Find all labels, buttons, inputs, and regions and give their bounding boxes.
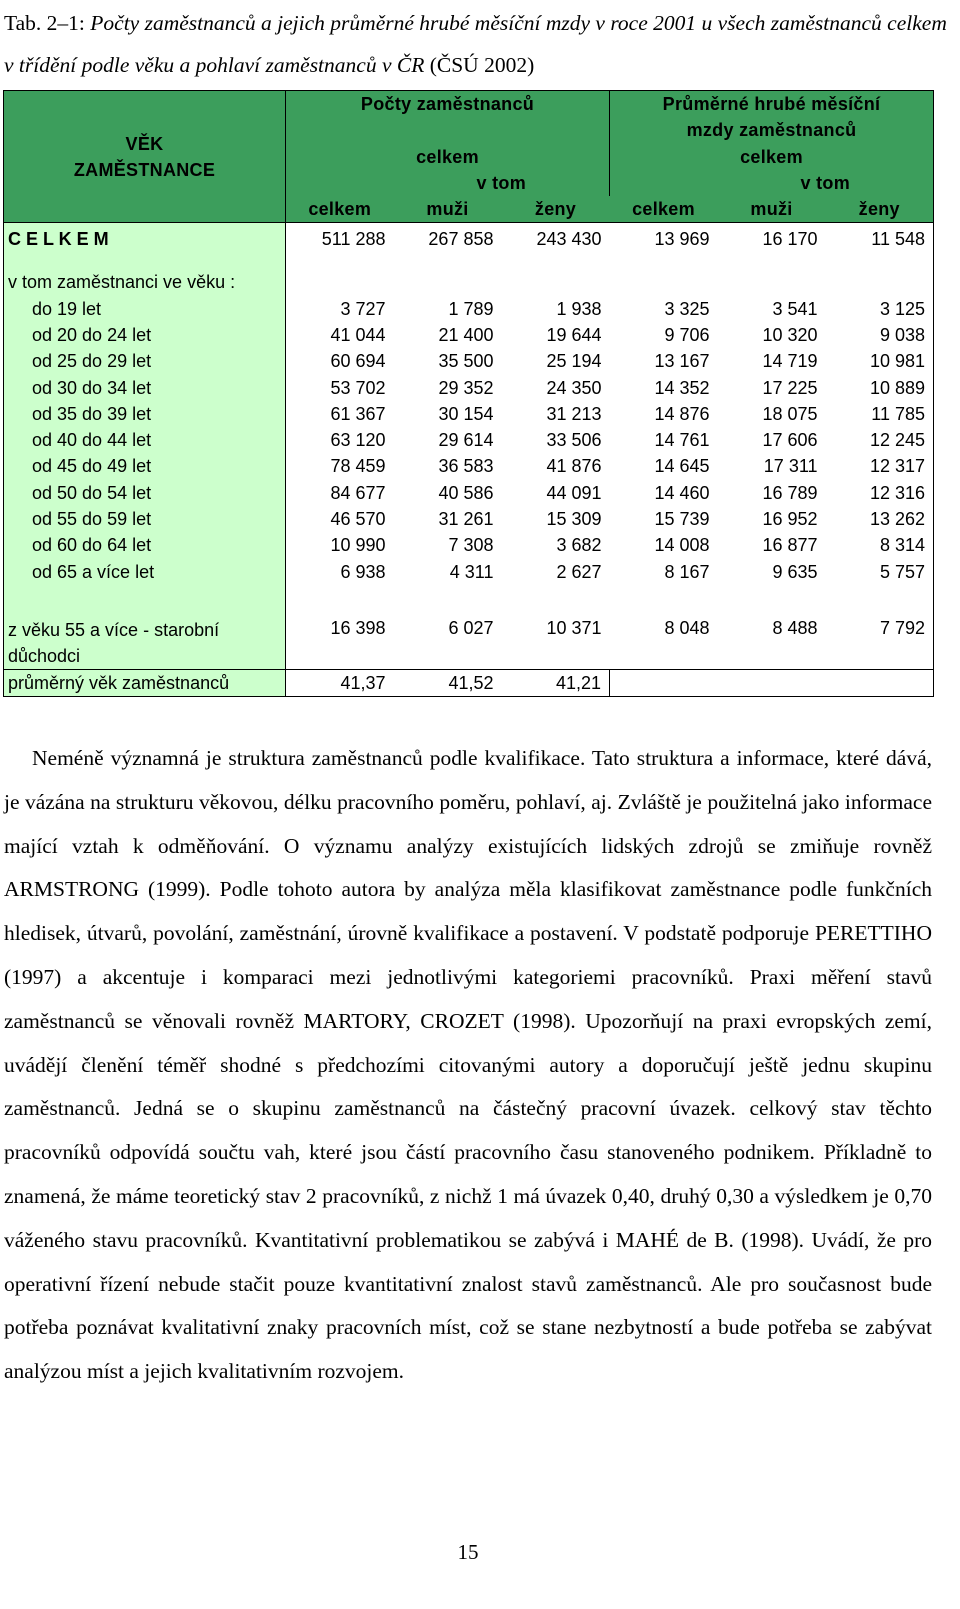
total-value: 243 430 bbox=[536, 229, 602, 250]
row-value: 29 352 bbox=[438, 377, 494, 398]
row-value: 33 506 bbox=[546, 430, 602, 451]
row-value: 13 262 bbox=[826, 506, 934, 532]
table-row bbox=[4, 480, 934, 506]
row-value: 19 644 bbox=[546, 324, 602, 345]
row-value: 44 091 bbox=[546, 482, 602, 503]
row-value: 5 757 bbox=[826, 558, 934, 584]
total-value: 13 969 bbox=[654, 229, 710, 250]
retired-value: 10 371 bbox=[546, 618, 602, 639]
header-row-1 bbox=[4, 91, 934, 118]
caption-prefix: Tab. 2–1: bbox=[4, 11, 85, 35]
row-value: 14 460 bbox=[654, 482, 710, 503]
row-value: 18 075 bbox=[762, 403, 818, 424]
row-value: 12 316 bbox=[826, 480, 934, 506]
row-value: 10 990 bbox=[330, 535, 386, 556]
of-which-header-1: v tom bbox=[394, 170, 610, 196]
spacer-row bbox=[4, 585, 934, 611]
retired-value: 8 488 bbox=[772, 618, 818, 639]
row-value: 17 606 bbox=[762, 430, 818, 451]
employees-table bbox=[3, 90, 934, 697]
row-value: 3 541 bbox=[772, 298, 818, 319]
row-value: 3 325 bbox=[664, 298, 710, 319]
col-women-1: ženy bbox=[502, 196, 610, 223]
retired-value: 16 398 bbox=[330, 618, 386, 639]
col-men-2: muži bbox=[718, 196, 826, 223]
row-value: 3 682 bbox=[556, 535, 602, 556]
retired-row bbox=[4, 611, 934, 670]
avg-age-value: 41,37 bbox=[286, 670, 394, 697]
table-row bbox=[4, 532, 934, 558]
col-men-1: muži bbox=[394, 196, 502, 223]
row-value: 9 038 bbox=[826, 322, 934, 348]
row-value: 30 154 bbox=[438, 403, 494, 424]
table-row bbox=[4, 558, 934, 584]
row-value: 3 125 bbox=[826, 295, 934, 321]
row-value: 24 350 bbox=[546, 377, 602, 398]
age-rows bbox=[4, 295, 934, 611]
row-value: 3 727 bbox=[340, 298, 386, 319]
row-value: 60 694 bbox=[330, 351, 386, 372]
row-label: od 20 do 24 let bbox=[4, 322, 286, 348]
row-value: 14 645 bbox=[654, 456, 710, 477]
table-row bbox=[4, 401, 934, 427]
body-text: Neméně významná je struktura zaměstnanců podle kvalifikace. Tato struktura a informace, které dává, je vázána na strukturu věkovou, délku pracovního poměru, pohlaví, aj. Zvláště je použitelná jako informace mající vztah k odměňování. O významu analýzy existujících lidských zdrojů se zmiňuje rovněž ARMSTRONG (1999). Podle tohoto autora by analýza měla klasifikovat zaměstnance podle funkčních hledisek, útvarů, povolání, zaměstnání, úrovně kvalifikace a postavení. V podstatě podporuje PERETTIHO (1997) a akcentuje i komparaci mezi jednotlivými kategoriemi pracovníků. Praxi měření stavů zaměstnanců se věnovali rovněž MARTORY, CROZET (1998). Upozorňují na praxi evropských zemí, uvádějí členění téměř shodné s předchozími citovanými autory a doporučují ještě jednu skupinu zaměstnanců. Jedná se o skupinu zaměstnanců na částečný pracovní úvazek. celkový stav těchto pracovníků odpovídá součtu vah, které jsou částí pracovního času stanoveného podnikem. Příkladně to znamená, že máme teoretický stav 2 pracovníků, z nichž 1 má úvazek 0,40, druhý 0,30 a výsledkem je 0,70 váženého stavu pracovníků. Kvantitativní problematikou se zabývá i MAHÉ de B. (1998). Uvádí, že pro operativní řízení nebude stačit pouze kvantitativní znalost stavů zaměstnanců. Ale pro současnost bude potřeba poznávat kvalitativní znaky pracovních míst, což se stane nezbytností a bude potřeba se zabývat analýzou míst a jejich kvalitativním rozvojem. bbox=[4, 746, 932, 1384]
row-value: 63 120 bbox=[330, 430, 386, 451]
row-value: 1 938 bbox=[556, 298, 602, 319]
retired-value: 6 027 bbox=[448, 618, 494, 639]
row-value: 25 194 bbox=[546, 351, 602, 372]
table-row bbox=[4, 427, 934, 453]
row-value: 7 308 bbox=[448, 535, 494, 556]
avg-age-value: 41,21 bbox=[502, 670, 610, 697]
row-value: 41 876 bbox=[546, 456, 602, 477]
caption-title: Počty zaměstnanců a jejich průměrné hrubé měsíční mzdy v roce 2001 u všech zaměstnanců celkem v třídění podle věku a pohlaví zaměstnanců v ČR bbox=[4, 11, 947, 77]
row-value: 15 739 bbox=[654, 509, 710, 529]
row-value: 2 627 bbox=[556, 561, 602, 582]
row-label: od 25 do 29 let bbox=[4, 348, 286, 374]
row-value: 84 677 bbox=[330, 482, 386, 503]
wages-total-header: celkem bbox=[610, 144, 934, 170]
table-row bbox=[4, 506, 934, 532]
row-value: 10 889 bbox=[826, 374, 934, 400]
total-value: 11 548 bbox=[826, 223, 934, 256]
counts-header: Počty zaměstnanců bbox=[286, 91, 610, 118]
table-row bbox=[4, 295, 934, 321]
row-label: od 35 do 39 let bbox=[4, 401, 286, 427]
row-value: 14 876 bbox=[654, 403, 710, 424]
wages-header-line1: Průměrné hrubé měsíční bbox=[610, 91, 934, 118]
table-row bbox=[4, 322, 934, 348]
row-value: 1 789 bbox=[448, 298, 494, 319]
row-value: 53 702 bbox=[330, 377, 386, 398]
subheading-label: v tom zaměstnanci ve věku : bbox=[4, 255, 286, 295]
of-which-header-2: v tom bbox=[718, 170, 934, 196]
col-total-2: celkem bbox=[610, 196, 718, 223]
table-row bbox=[4, 374, 934, 400]
row-value: 14 761 bbox=[654, 430, 710, 451]
row-value: 14 352 bbox=[654, 377, 710, 398]
row-value: 13 167 bbox=[654, 351, 710, 372]
row-value: 17 225 bbox=[762, 377, 818, 398]
row-value: 41 044 bbox=[330, 324, 386, 345]
wages-header-line2: mzdy zaměstnanců bbox=[610, 117, 934, 143]
row-value: 9 635 bbox=[772, 561, 818, 582]
col-total-1: celkem bbox=[286, 196, 394, 223]
row-label: od 50 do 54 let bbox=[4, 480, 286, 506]
row-label: od 30 do 34 let bbox=[4, 374, 286, 400]
row-value: 40 586 bbox=[438, 482, 494, 503]
row-value: 8 167 bbox=[664, 561, 710, 582]
row-value: 78 459 bbox=[330, 456, 386, 477]
row-label: do 19 let bbox=[4, 295, 286, 321]
row-value: 4 311 bbox=[449, 561, 494, 582]
row-value: 17 311 bbox=[763, 456, 818, 477]
avg-age-label: průměrný věk zaměstnanců bbox=[4, 670, 286, 697]
total-label: C E L K E M bbox=[4, 223, 286, 256]
body-paragraph bbox=[4, 737, 932, 1394]
total-value: 16 170 bbox=[762, 229, 818, 250]
row-value: 14 719 bbox=[762, 351, 818, 372]
total-row bbox=[4, 223, 934, 256]
row-value: 15 309 bbox=[546, 509, 602, 529]
row-value: 8 314 bbox=[826, 532, 934, 558]
avg-age-row bbox=[4, 670, 934, 697]
retired-value: 8 048 bbox=[664, 618, 710, 639]
row-label: od 40 do 44 let bbox=[4, 427, 286, 453]
row-label: od 45 do 49 let bbox=[4, 453, 286, 479]
caption-source: (ČSÚ 2002) bbox=[429, 53, 535, 77]
row-value: 11 785 bbox=[826, 401, 934, 427]
row-value: 9 706 bbox=[664, 324, 710, 345]
total-value: 267 858 bbox=[428, 229, 494, 250]
row-value: 16 789 bbox=[762, 482, 818, 503]
table-row bbox=[4, 453, 934, 479]
row-value: 21 400 bbox=[438, 324, 494, 345]
page-number: 15 bbox=[457, 1540, 479, 1564]
subheading-row bbox=[4, 255, 934, 295]
row-value: 16 877 bbox=[762, 535, 818, 556]
age-header: VĚK ZAMĚSTNANCE bbox=[4, 91, 286, 223]
row-label: od 60 do 64 let bbox=[4, 532, 286, 558]
counts-total-header: celkem bbox=[286, 144, 610, 170]
retired-value: 7 792 bbox=[826, 611, 934, 670]
row-value: 46 570 bbox=[330, 509, 386, 529]
row-value: 16 952 bbox=[762, 509, 818, 529]
row-value: 36 583 bbox=[438, 456, 494, 477]
row-value: 29 614 bbox=[438, 430, 494, 451]
col-women-2: ženy bbox=[826, 196, 934, 223]
avg-age-value: 41,52 bbox=[394, 670, 502, 697]
row-label: od 55 do 59 let bbox=[4, 506, 286, 532]
row-label: od 65 a více let bbox=[4, 558, 286, 584]
row-value: 61 367 bbox=[330, 403, 386, 424]
row-value: 10 981 bbox=[826, 348, 934, 374]
row-value: 31 213 bbox=[546, 403, 602, 424]
row-value: 6 938 bbox=[340, 561, 386, 582]
row-value: 12 245 bbox=[826, 427, 934, 453]
table-caption bbox=[4, 2, 954, 86]
retired-label: z věku 55 a více - starobní důchodci bbox=[4, 611, 286, 670]
row-value: 31 261 bbox=[438, 509, 494, 529]
row-value: 10 320 bbox=[762, 324, 818, 345]
row-value: 14 008 bbox=[654, 535, 710, 556]
total-value: 511 288 bbox=[321, 229, 386, 250]
row-value: 12 317 bbox=[826, 453, 934, 479]
row-value: 35 500 bbox=[438, 351, 494, 372]
table-row bbox=[4, 348, 934, 374]
